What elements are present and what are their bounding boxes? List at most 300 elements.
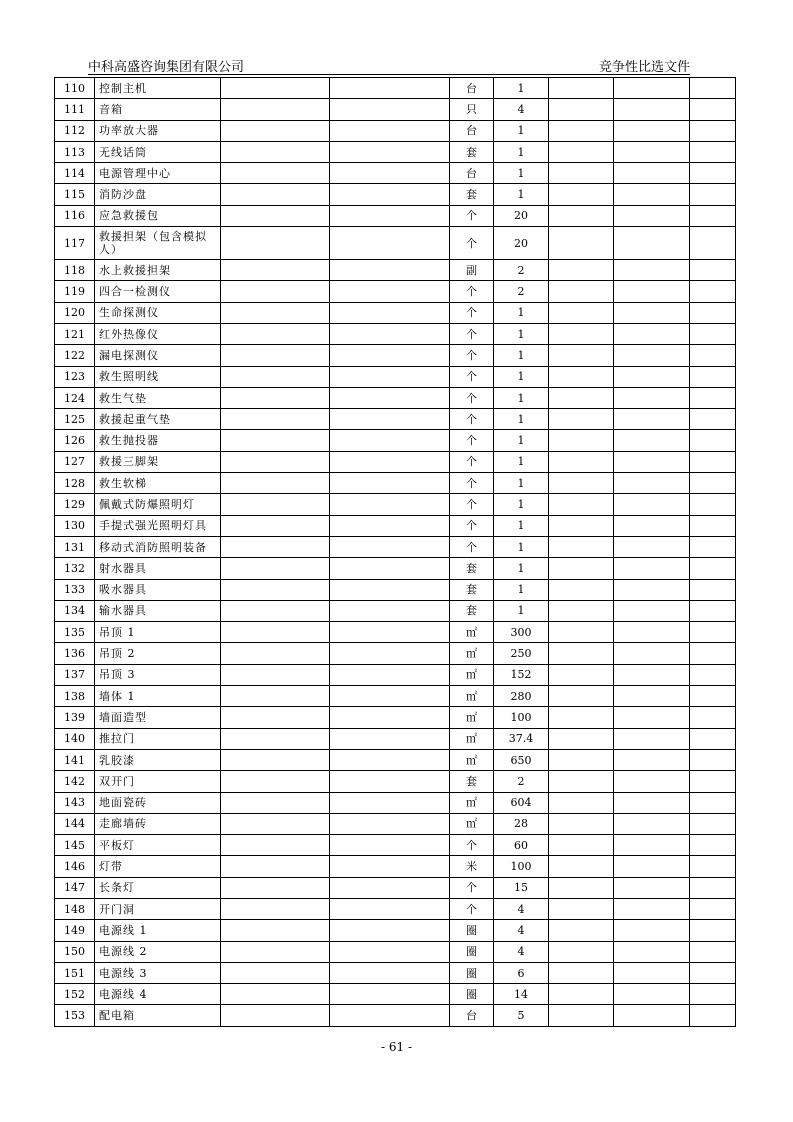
blank-cell: [549, 984, 614, 1005]
blank-cell: [690, 163, 736, 184]
blank-cell: [330, 205, 450, 226]
row-number: 120: [55, 302, 95, 323]
table-row: [55, 664, 736, 685]
item-quantity: 1: [494, 409, 549, 430]
table-row: [55, 792, 736, 813]
item-name: 吊顶 3: [95, 664, 221, 685]
blank-cell: [549, 430, 614, 451]
blank-cell: [690, 473, 736, 494]
item-unit: 个: [450, 877, 494, 898]
item-name: 手提式强光照明灯具: [95, 515, 221, 536]
blank-cell: [549, 451, 614, 472]
blank-cell: [549, 686, 614, 707]
blank-cell: [690, 494, 736, 515]
row-number: 124: [55, 387, 95, 408]
blank-cell: [549, 749, 614, 770]
blank-cell: [549, 728, 614, 749]
item-quantity: 650: [494, 749, 549, 770]
row-number: 146: [55, 856, 95, 877]
blank-cell: [549, 345, 614, 366]
item-unit: 个: [450, 898, 494, 919]
blank-cell: [221, 302, 330, 323]
item-quantity: 1: [494, 120, 549, 141]
item-unit: ㎡: [450, 686, 494, 707]
blank-cell: [549, 184, 614, 205]
row-number: 119: [55, 281, 95, 302]
item-quantity: 14: [494, 984, 549, 1005]
item-unit: ㎡: [450, 728, 494, 749]
item-unit: ㎡: [450, 707, 494, 728]
item-quantity: 5: [494, 1005, 549, 1026]
blank-cell: [690, 141, 736, 162]
blank-cell: [221, 749, 330, 770]
blank-cell: [330, 163, 450, 184]
row-number: 116: [55, 205, 95, 226]
blank-cell: [614, 962, 690, 983]
item-unit: 圈: [450, 962, 494, 983]
item-quantity: 1: [494, 451, 549, 472]
row-number: 136: [55, 643, 95, 664]
item-quantity: 60: [494, 835, 549, 856]
item-name: 音箱: [95, 99, 221, 120]
item-unit: 个: [450, 366, 494, 387]
blank-cell: [690, 302, 736, 323]
blank-cell: [330, 664, 450, 685]
blank-cell: [549, 920, 614, 941]
blank-cell: [549, 281, 614, 302]
row-number: 117: [55, 227, 95, 260]
blank-cell: [549, 622, 614, 643]
item-unit: 个: [450, 430, 494, 451]
item-name: 水上救援担架: [95, 260, 221, 281]
blank-cell: [614, 302, 690, 323]
item-quantity: 4: [494, 941, 549, 962]
blank-cell: [614, 728, 690, 749]
blank-cell: [221, 409, 330, 430]
blank-cell: [221, 984, 330, 1005]
table-row: [55, 941, 736, 962]
item-quantity: 37.4: [494, 728, 549, 749]
table-row: [55, 749, 736, 770]
item-name: 电源管理中心: [95, 163, 221, 184]
item-unit: 个: [450, 323, 494, 344]
blank-cell: [690, 430, 736, 451]
blank-cell: [330, 877, 450, 898]
table-row: [55, 430, 736, 451]
row-number: 126: [55, 430, 95, 451]
blank-cell: [221, 451, 330, 472]
row-number: 132: [55, 558, 95, 579]
item-unit: 个: [450, 494, 494, 515]
blank-cell: [221, 184, 330, 205]
table-row: [55, 366, 736, 387]
item-quantity: 1: [494, 345, 549, 366]
blank-cell: [549, 771, 614, 792]
item-quantity: 250: [494, 643, 549, 664]
item-unit: 套: [450, 579, 494, 600]
table-row: [55, 856, 736, 877]
blank-cell: [549, 643, 614, 664]
item-unit: 个: [450, 387, 494, 408]
blank-cell: [221, 323, 330, 344]
item-unit: 只: [450, 99, 494, 120]
row-number: 141: [55, 749, 95, 770]
row-number: 139: [55, 707, 95, 728]
blank-cell: [221, 227, 330, 260]
blank-cell: [549, 409, 614, 430]
blank-cell: [614, 835, 690, 856]
item-unit: 个: [450, 451, 494, 472]
table-row: [55, 771, 736, 792]
item-quantity: 1: [494, 600, 549, 621]
blank-cell: [614, 141, 690, 162]
blank-cell: [221, 536, 330, 557]
blank-cell: [330, 749, 450, 770]
item-name: 佩戴式防爆照明灯: [95, 494, 221, 515]
blank-cell: [221, 771, 330, 792]
blank-cell: [549, 813, 614, 834]
item-name: 开门洞: [95, 898, 221, 919]
blank-cell: [614, 898, 690, 919]
blank-cell: [614, 99, 690, 120]
blank-cell: [614, 600, 690, 621]
blank-cell: [330, 558, 450, 579]
document-type: 竞争性比选文件: [598, 60, 690, 75]
row-number: 121: [55, 323, 95, 344]
item-quantity: 300: [494, 622, 549, 643]
item-quantity: 1: [494, 558, 549, 579]
row-number: 111: [55, 99, 95, 120]
blank-cell: [221, 515, 330, 536]
blank-cell: [330, 515, 450, 536]
blank-cell: [330, 473, 450, 494]
blank-cell: [330, 494, 450, 515]
items-table-body: [55, 78, 736, 1027]
row-number: 113: [55, 141, 95, 162]
blank-cell: [221, 728, 330, 749]
row-number: 130: [55, 515, 95, 536]
blank-cell: [330, 1005, 450, 1026]
blank-cell: [690, 184, 736, 205]
blank-cell: [614, 515, 690, 536]
blank-cell: [690, 120, 736, 141]
blank-cell: [330, 941, 450, 962]
item-unit: 个: [450, 835, 494, 856]
row-number: 147: [55, 877, 95, 898]
item-name: 墙体 1: [95, 686, 221, 707]
item-name: 地面瓷砖: [95, 792, 221, 813]
blank-cell: [690, 1005, 736, 1026]
item-name: 四合一检测仪: [95, 281, 221, 302]
blank-cell: [690, 984, 736, 1005]
blank-cell: [330, 281, 450, 302]
table-row: [55, 205, 736, 226]
item-name: 移动式消防照明装备: [95, 536, 221, 557]
row-number: 122: [55, 345, 95, 366]
item-name: 电源线 1: [95, 920, 221, 941]
blank-cell: [690, 78, 736, 99]
blank-cell: [330, 141, 450, 162]
item-name: 输水器具: [95, 600, 221, 621]
item-name: 红外热像仪: [95, 323, 221, 344]
table-row: [55, 579, 736, 600]
blank-cell: [549, 99, 614, 120]
blank-cell: [330, 643, 450, 664]
blank-cell: [614, 345, 690, 366]
table-row: [55, 920, 736, 941]
blank-cell: [614, 941, 690, 962]
item-quantity: 28: [494, 813, 549, 834]
blank-cell: [690, 622, 736, 643]
table-row: [55, 281, 736, 302]
row-number: 110: [55, 78, 95, 99]
blank-cell: [549, 205, 614, 226]
blank-cell: [614, 707, 690, 728]
blank-cell: [690, 792, 736, 813]
blank-cell: [330, 856, 450, 877]
item-name: 漏电探测仪: [95, 345, 221, 366]
blank-cell: [221, 205, 330, 226]
blank-cell: [614, 856, 690, 877]
blank-cell: [549, 536, 614, 557]
blank-cell: [330, 536, 450, 557]
item-quantity: 1: [494, 78, 549, 99]
item-quantity: 1: [494, 579, 549, 600]
blank-cell: [614, 120, 690, 141]
blank-cell: [690, 558, 736, 579]
blank-cell: [614, 409, 690, 430]
table-row: [55, 728, 736, 749]
item-name: 吸水器具: [95, 579, 221, 600]
table-row: [55, 302, 736, 323]
item-name: 消防沙盘: [95, 184, 221, 205]
blank-cell: [549, 387, 614, 408]
blank-cell: [549, 323, 614, 344]
item-name: 走廊墙砖: [95, 813, 221, 834]
blank-cell: [549, 600, 614, 621]
item-name: 救生照明线: [95, 366, 221, 387]
blank-cell: [690, 260, 736, 281]
row-number: 125: [55, 409, 95, 430]
item-quantity: 100: [494, 707, 549, 728]
blank-cell: [221, 120, 330, 141]
blank-cell: [549, 579, 614, 600]
item-quantity: 2: [494, 281, 549, 302]
blank-cell: [330, 579, 450, 600]
item-unit: 副: [450, 260, 494, 281]
row-number: 138: [55, 686, 95, 707]
blank-cell: [690, 281, 736, 302]
blank-cell: [549, 877, 614, 898]
row-number: 153: [55, 1005, 95, 1026]
blank-cell: [614, 792, 690, 813]
blank-cell: [690, 643, 736, 664]
row-number: 127: [55, 451, 95, 472]
blank-cell: [549, 260, 614, 281]
blank-cell: [614, 643, 690, 664]
item-name: 无线话筒: [95, 141, 221, 162]
blank-cell: [690, 707, 736, 728]
row-number: 140: [55, 728, 95, 749]
blank-cell: [690, 451, 736, 472]
blank-cell: [330, 345, 450, 366]
blank-cell: [221, 473, 330, 494]
item-unit: 台: [450, 163, 494, 184]
item-name: 配电箱: [95, 1005, 221, 1026]
item-unit: 套: [450, 184, 494, 205]
blank-cell: [330, 451, 450, 472]
blank-cell: [330, 430, 450, 451]
blank-cell: [330, 323, 450, 344]
item-name: 推拉门: [95, 728, 221, 749]
item-unit: 圈: [450, 941, 494, 962]
blank-cell: [690, 409, 736, 430]
table-row: [55, 120, 736, 141]
item-unit: ㎡: [450, 664, 494, 685]
blank-cell: [221, 99, 330, 120]
item-unit: 套: [450, 771, 494, 792]
item-quantity: 1: [494, 323, 549, 344]
row-number: 150: [55, 941, 95, 962]
blank-cell: [330, 792, 450, 813]
table-row: [55, 962, 736, 983]
blank-cell: [221, 558, 330, 579]
item-quantity: 1: [494, 302, 549, 323]
item-unit: 个: [450, 473, 494, 494]
blank-cell: [221, 856, 330, 877]
item-quantity: 1: [494, 430, 549, 451]
table-row: [55, 451, 736, 472]
blank-cell: [614, 323, 690, 344]
blank-cell: [549, 366, 614, 387]
item-unit: 台: [450, 1005, 494, 1026]
item-quantity: 1: [494, 515, 549, 536]
blank-cell: [221, 430, 330, 451]
item-quantity: 1: [494, 141, 549, 162]
blank-cell: [221, 281, 330, 302]
blank-cell: [549, 558, 614, 579]
header-rule: [88, 74, 690, 75]
row-number: 115: [55, 184, 95, 205]
blank-cell: [330, 302, 450, 323]
table-row: [55, 1005, 736, 1026]
blank-cell: [549, 962, 614, 983]
blank-cell: [330, 835, 450, 856]
blank-cell: [549, 227, 614, 260]
blank-cell: [221, 792, 330, 813]
row-number: 145: [55, 835, 95, 856]
blank-cell: [330, 771, 450, 792]
item-name: 灯带: [95, 856, 221, 877]
row-number: 131: [55, 536, 95, 557]
item-unit: 个: [450, 409, 494, 430]
item-unit: 台: [450, 78, 494, 99]
item-unit: ㎡: [450, 813, 494, 834]
item-quantity: 152: [494, 664, 549, 685]
row-number: 133: [55, 579, 95, 600]
item-name: 生命探测仪: [95, 302, 221, 323]
item-unit: ㎡: [450, 792, 494, 813]
blank-cell: [221, 345, 330, 366]
blank-cell: [614, 260, 690, 281]
blank-cell: [221, 920, 330, 941]
item-name: 救援起重气垫: [95, 409, 221, 430]
row-number: 143: [55, 792, 95, 813]
blank-cell: [330, 120, 450, 141]
item-unit: ㎡: [450, 643, 494, 664]
item-name: 救生软梯: [95, 473, 221, 494]
item-quantity: 4: [494, 898, 549, 919]
item-unit: 套: [450, 600, 494, 621]
company-name: 中科高盛咨询集团有限公司: [88, 60, 245, 75]
blank-cell: [221, 260, 330, 281]
row-number: 118: [55, 260, 95, 281]
blank-cell: [330, 962, 450, 983]
blank-cell: [221, 163, 330, 184]
blank-cell: [221, 579, 330, 600]
blank-cell: [690, 898, 736, 919]
table-row: [55, 494, 736, 515]
table-row: [55, 99, 736, 120]
item-unit: ㎡: [450, 749, 494, 770]
blank-cell: [614, 227, 690, 260]
item-name: 电源线 3: [95, 962, 221, 983]
blank-cell: [549, 515, 614, 536]
blank-cell: [690, 345, 736, 366]
blank-cell: [549, 78, 614, 99]
blank-cell: [221, 1005, 330, 1026]
blank-cell: [221, 898, 330, 919]
blank-cell: [614, 558, 690, 579]
row-number: 134: [55, 600, 95, 621]
blank-cell: [614, 387, 690, 408]
row-number: 114: [55, 163, 95, 184]
blank-cell: [690, 515, 736, 536]
blank-cell: [221, 941, 330, 962]
blank-cell: [330, 622, 450, 643]
blank-cell: [221, 877, 330, 898]
blank-cell: [690, 962, 736, 983]
row-number: 137: [55, 664, 95, 685]
blank-cell: [330, 409, 450, 430]
blank-cell: [549, 1005, 614, 1026]
blank-cell: [690, 323, 736, 344]
items-table: [54, 77, 736, 1027]
blank-cell: [614, 451, 690, 472]
page-number: - 61 -: [380, 1040, 412, 1054]
blank-cell: [221, 141, 330, 162]
blank-cell: [330, 387, 450, 408]
blank-cell: [690, 600, 736, 621]
blank-cell: [690, 366, 736, 387]
item-name: 长条灯: [95, 877, 221, 898]
table-row: [55, 686, 736, 707]
table-row: [55, 643, 736, 664]
item-quantity: 1: [494, 473, 549, 494]
table-row: [55, 184, 736, 205]
item-quantity: 604: [494, 792, 549, 813]
table-row: [55, 622, 736, 643]
table-row: [55, 984, 736, 1005]
table-row: [55, 387, 736, 408]
table-row: [55, 163, 736, 184]
table-row: [55, 227, 736, 260]
item-quantity: 280: [494, 686, 549, 707]
blank-cell: [614, 686, 690, 707]
blank-cell: [690, 686, 736, 707]
blank-cell: [614, 664, 690, 685]
blank-cell: [330, 707, 450, 728]
